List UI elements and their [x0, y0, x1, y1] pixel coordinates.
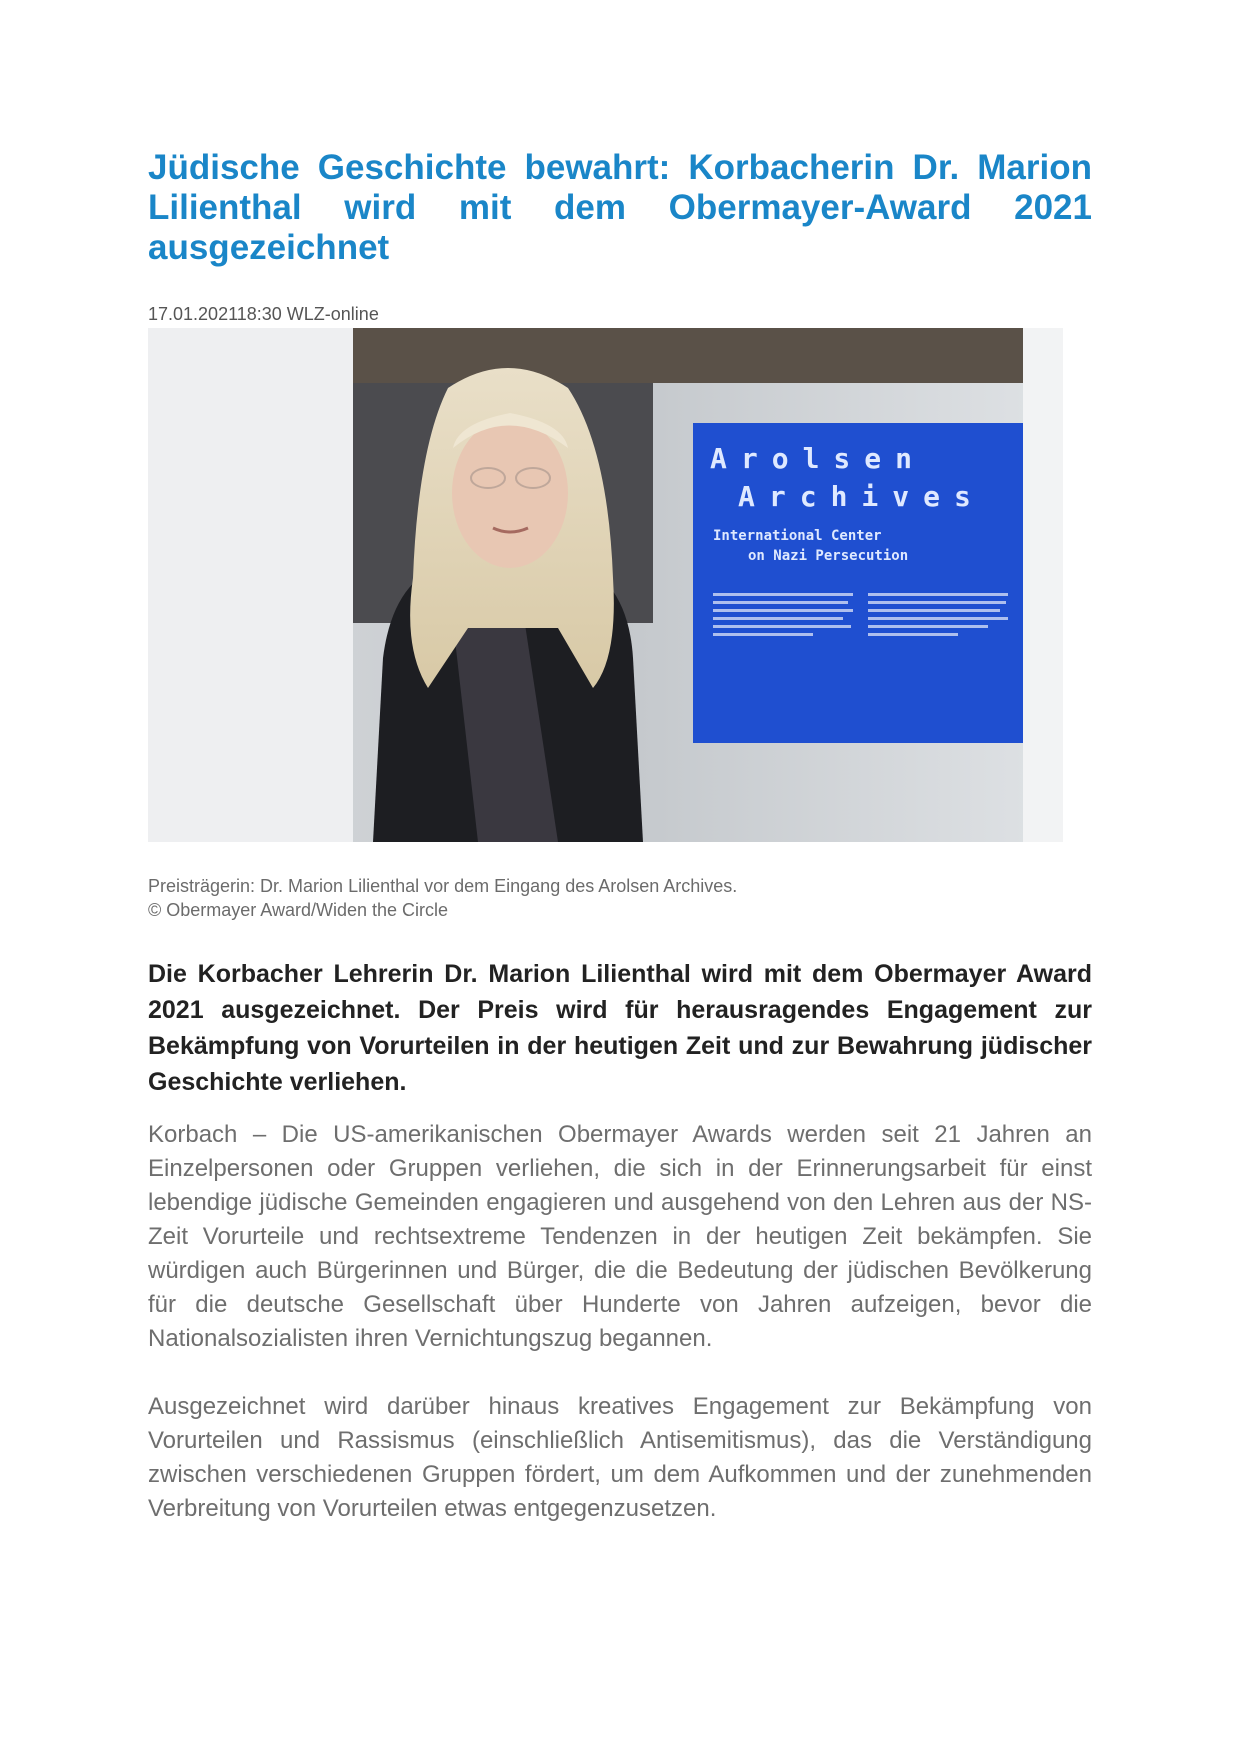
photo-wall-right	[1023, 328, 1063, 842]
sign-line-1: Arolsen	[710, 442, 927, 475]
photo-illustration	[148, 328, 1063, 842]
article-photo	[148, 328, 1063, 842]
article-paragraph-2: Ausgezeichnet wird darüber hinaus kreatives Engagement zur Bekämpfung von Vorurteilen und Rassismus (einschließlich Antisemitismus), das die Verständigung zwischen verschiedenen Gruppen fördert, um dem Aufkommen und der zunehmenden Verbreitung von Vorurteilen etwas entgegenzusetzen.	[148, 1393, 1092, 1522]
article-lead: Die Korbacher Lehrerin Dr. Marion Lilienthal wird mit dem Obermayer Award 2021 ausgezeichnet. Der Preis wird für herausragendes Engagement zur Bekämpfung von Vorurteilen in der heutigen Zeit und zur Bewahrung jüdischer Geschichte verliehen.	[148, 960, 1092, 1096]
photo-wall-left	[148, 328, 353, 842]
photo-caption	[148, 874, 1092, 922]
article-paragraph-1: Korbach – Die US-amerikanischen Obermayer Awards werden seit 21 Jahren an Einzelpersonen oder Gruppen verliehen, die sich in der Erinnerungsarbeit für einst lebendige jüdische Gemeinden engagieren und ausgehend von den Lehren aus der NS-Zeit Vorurteile und rechtsextreme Tendenzen in der heutigen Zeit bekämpfen. Sie würdigen auch Bürgerinnen und Bürger, die die Bedeutung der jüdischen Bevölkerung für die deutsche Gesellschaft über Hunderte von Jahren aufzeigen, bevor die Nationalsozialisten ihren Vernichtungszug begannen.	[148, 1121, 1092, 1352]
sign-line-4: on Nazi Persecution	[748, 548, 909, 564]
caption-line-2: © Obermayer Award/Widen the Circle	[148, 900, 449, 920]
sign-line-2: Archives	[738, 480, 985, 513]
article-headline: Jüdische Geschichte bewahrt: Korbacherin Dr. Marion Lilienthal wird mit dem Obermayer-Award 2021 ausgezeichnet	[148, 148, 1092, 267]
photo-building-top	[353, 328, 1023, 383]
sign-line-3: International Center	[713, 528, 882, 544]
caption-line-1: Preisträgerin: Dr. Marion Lilienthal vor dem Eingang des Arolsen Archives.	[148, 876, 738, 896]
article	[148, 148, 1092, 1526]
article-meta: 17.01.202118:30 WLZ-online	[148, 304, 379, 324]
